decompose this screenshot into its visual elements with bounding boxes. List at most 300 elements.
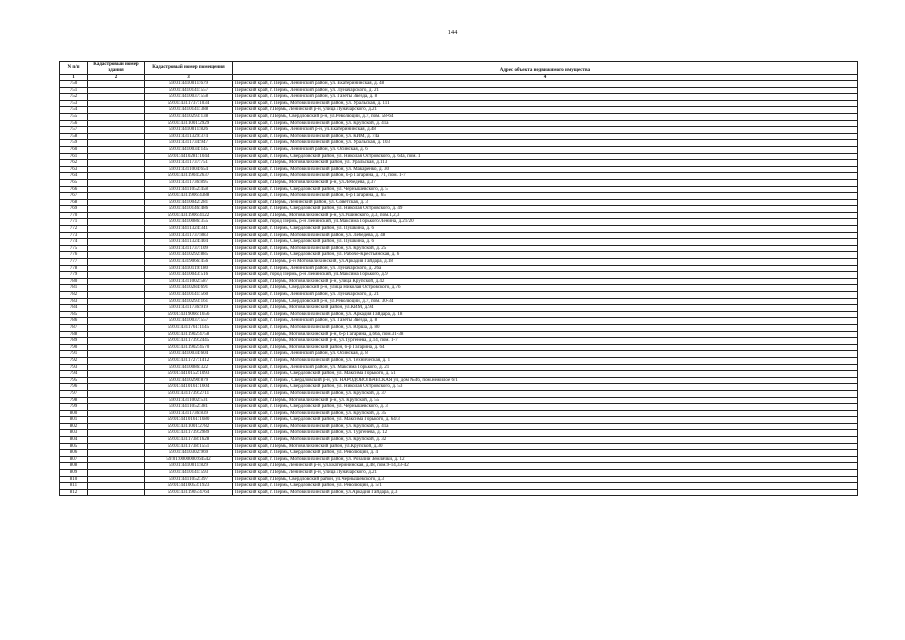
address-cell: Пермский край, г. Пермь, Ленинский район, ул. Луначарского, д. 21 [233, 292, 858, 299]
row-number: 776 [60, 252, 88, 259]
address-cell: Пермский край, г. Пермь, Свердловский район, ул. Пушкина, д. 6 [233, 226, 858, 233]
building-cadastral-cell [88, 127, 145, 134]
building-cadastral-cell [88, 173, 145, 180]
building-cadastral-cell [88, 450, 145, 457]
table-row [60, 364, 858, 371]
premises-cadastral-cell: 59:01:4311739:2989 [145, 430, 233, 437]
premises-cadastral-cell: 59:01:4311737:883 [145, 232, 233, 239]
building-cadastral-cell [88, 265, 145, 272]
header-num: N п/п [60, 62, 88, 75]
column-index-3: 3 [145, 75, 233, 81]
row-number: 770 [60, 212, 88, 219]
premises-cadastral-cell: 59:01:4319066:1656 [145, 311, 233, 318]
row-number: 773 [60, 232, 88, 239]
table-row [60, 239, 858, 246]
row-number: 786 [60, 318, 88, 325]
address-cell: Пермский край, г.Пермь, р-н Мотовилихинский, ул.Аркадия Гайдара, д.18 [233, 259, 858, 266]
table-row [60, 470, 858, 477]
address-cell: Пермский край, г. Пермь, Свердловский район, ул. Максима Горького, д. 64/3 [233, 417, 858, 424]
table-row [60, 483, 858, 490]
row-number: 782 [60, 292, 88, 299]
row-number: 785 [60, 311, 88, 318]
address-cell: Пермский край, г.Пермь, Мотовилихинский р-н, ул. Крупской, д. 55 [233, 397, 858, 404]
row-number: 798 [60, 397, 88, 404]
table-row [60, 265, 858, 272]
address-cell: Пермский край, г. Пермь, Мотовилихинский район, ул. Крупской, д. 25 [233, 245, 858, 252]
address-cell: Пермский край, г. Пермь, Мотовилихинский район, ул. Макаренко, д. 30 [233, 166, 858, 173]
address-cell: Пермский край, г. Пермь, Свердловский район, ул. Рабоче-Крестьянская, д. 6 [233, 252, 858, 259]
table-row [60, 107, 858, 114]
address-cell: Пермский край, г. Пермь, Свердловский район, ул. Николая Островского, д. 64а, пом. 1 [233, 153, 858, 160]
address-cell: Пермский край, г. Пермь, Мотовилихинский район, ул. Крупской, д. 32 [233, 437, 858, 444]
address-cell: Пермский край, г. Пермь, Мотовилихинский район, ул. Уральская, д. 103 [233, 140, 858, 147]
premises-cadastral-cell: 59:01:4410146:486 [145, 206, 233, 213]
building-cadastral-cell [88, 377, 145, 384]
table-row [60, 212, 858, 219]
address-cell: Пермский край, г. Пермь, Ленинский район, ул. Луначарского, д. 26а [233, 265, 858, 272]
premises-cadastral-cell: 59:01:4311904:2637 [145, 173, 233, 180]
table-row [60, 133, 858, 140]
row-number: 763 [60, 166, 88, 173]
premises-cadastral-cell: 59:01:4411324:341 [145, 226, 233, 233]
row-number: 795 [60, 377, 88, 384]
address-cell: Пермский край, г.Пермь, Мотовилихинский р-н, б-р Гагарина, д.66а, пом.31-38 [233, 331, 858, 338]
building-cadastral-cell [88, 113, 145, 120]
address-cell: Пермский край, г.Пермь, Мотовилихинский район, ул.КИМ, д.94 [233, 305, 858, 312]
building-cadastral-cell [88, 463, 145, 470]
premises-cadastral-cell: 59:01:4311727:1412 [145, 357, 233, 364]
premises-cadastral-cell: 59:01:4311761:1145 [145, 324, 233, 331]
premises-cadastral-cell: 59:01:4311002:531 [145, 397, 233, 404]
premises-cadastral-cell: 59:01:4311737:109 [145, 245, 233, 252]
table-row [60, 390, 858, 397]
premises-cadastral-cell: 59:01:4410302:969 [145, 450, 233, 457]
row-number: 755 [60, 113, 88, 120]
address-cell: Пермский край, г. Пермь, Свердловский район, ул. Революции, д. 4 [233, 450, 858, 457]
building-cadastral-cell [88, 245, 145, 252]
premises-cadastral-cell: 59:01:4311736:839 [145, 410, 233, 417]
building-cadastral-cell [88, 483, 145, 490]
address-cell: Пермский край, г.Пермь, Свердловский р-н, ул.Революции, д.7, пом. 30-34 [233, 298, 858, 305]
table-row [60, 443, 858, 450]
building-cadastral-cell [88, 476, 145, 483]
row-number: 757 [60, 127, 88, 134]
table-row [60, 127, 858, 134]
premises-cadastral-cell: 59:01:4410034:604 [145, 351, 233, 358]
building-cadastral-cell [88, 410, 145, 417]
table-row [60, 193, 858, 200]
address-cell: Пермский край, г. Пермь, Мотовилихинский район, ул. Крупской, д. 41а [233, 423, 858, 430]
premises-cadastral-cell: 59:01:4410281:1044 [145, 153, 233, 160]
premises-cadastral-cell: 59:01:4311329:374 [145, 133, 233, 140]
table-row [60, 450, 858, 457]
premises-cadastral-cell: 59:01:4311739:2711 [145, 390, 233, 397]
premises-cadastral-cell: 59:01:4410293:161 [145, 298, 233, 305]
building-cadastral-cell [88, 206, 145, 213]
premises-cadastral-cell: 59:01:4311738:1551 [145, 443, 233, 450]
row-number: 761 [60, 153, 88, 160]
table-row [60, 87, 858, 94]
premises-cadastral-cell: 59:01:4311736:895 [145, 179, 233, 186]
row-number: 775 [60, 245, 88, 252]
building-cadastral-cell [88, 423, 145, 430]
address-cell: Пермский край, г.Пермь, Ленинский р-н, улица Луначарского, д.21 [233, 470, 858, 477]
address-cell: Пермский край, г. Пермь , Свердловский р-н, ул. НАРОДОВОЛЬЧЕСКАЯ ул, дом №46, пом.нежилое 6/1 [233, 377, 858, 384]
building-cadastral-cell [88, 489, 145, 496]
table-row [60, 173, 858, 180]
building-cadastral-cell [88, 259, 145, 266]
row-number: 791 [60, 351, 88, 358]
row-number: 804 [60, 437, 88, 444]
row-number: 810 [60, 476, 88, 483]
building-cadastral-cell [88, 371, 145, 378]
address-cell: Пермский край, г. Пермь, Ленинский район, ул. Екатерининская, д. 48 [233, 81, 858, 88]
building-cadastral-cell [88, 437, 145, 444]
table-row [60, 179, 858, 186]
building-cadastral-cell [88, 186, 145, 193]
premises-cadastral-cell: 59:01:4311001:2782 [145, 423, 233, 430]
premises-cadastral-cell: 59:01:0000000:64542 [145, 456, 233, 463]
address-cell: Пермский край, г. Пермь, Свердловский район, ул. Пушкина, д. 6 [233, 239, 858, 246]
building-cadastral-cell [88, 146, 145, 153]
building-cadastral-cell [88, 193, 145, 200]
row-number: 808 [60, 463, 88, 470]
address-cell: Пермский край, г. Пермь, Ленинский район, ул. Газеты Звезда, д. 8 [233, 94, 858, 101]
table-row [60, 298, 858, 305]
address-cell: Пермский край, г. Пермь, Свердловский район, ул. Революции, д. 5/1 [233, 483, 858, 490]
row-number: 799 [60, 404, 88, 411]
building-cadastral-cell [88, 331, 145, 338]
row-number: 756 [60, 120, 88, 127]
address-cell: Пермский край, г.Пермь, Свердловский район, ул.Чернышевского, д.3 [233, 476, 858, 483]
row-number: 801 [60, 417, 88, 424]
table-row [60, 278, 858, 285]
address-cell: Пермский край, г.Пермь, Свердловский р-н, улица Николая Островского, д.7б [233, 285, 858, 292]
address-cell: Пермский край, г. Пермь, Свердловский район, ул. Николая Островского, д. 49 [233, 206, 858, 213]
row-number: 767 [60, 193, 88, 200]
building-cadastral-cell [88, 87, 145, 94]
table-row [60, 404, 858, 411]
premises-cadastral-cell: 59:01:4410161:1680 [145, 417, 233, 424]
building-cadastral-cell [88, 153, 145, 160]
premises-cadastral-cell: 59:01:4410141:593 [145, 470, 233, 477]
address-cell: Пермский край, г. Пермь, Мотовилихинский район, ул. Розалии Землячки, д. 12 [233, 456, 858, 463]
address-cell: Пермский край, г. Пермь, Ленинский район, ул. Максима Горького, д. 21 [233, 364, 858, 371]
table-row [60, 272, 858, 279]
table-row [60, 120, 858, 127]
row-number: 787 [60, 324, 88, 331]
building-cadastral-cell [88, 456, 145, 463]
table-row [60, 476, 858, 483]
address-cell: Пермский край, г.Пермь, Ленинский район, ул. Советская, д. 3 [233, 199, 858, 206]
row-number: 772 [60, 226, 88, 233]
table-row [60, 146, 858, 153]
building-cadastral-cell [88, 470, 145, 477]
building-cadastral-cell [88, 81, 145, 88]
page-number: 144 [447, 29, 458, 36]
building-cadastral-cell [88, 160, 145, 167]
row-number: 803 [60, 430, 88, 437]
building-cadastral-cell [88, 120, 145, 127]
column-index-1: 1 [60, 75, 88, 81]
premises-cadastral-cell: 59:01:4411324:404 [145, 239, 233, 246]
building-cadastral-cell [88, 397, 145, 404]
table-row [60, 292, 858, 299]
header-premises-cadastral: Кадастровый номер помещения [145, 62, 233, 75]
building-cadastral-cell [88, 285, 145, 292]
address-cell: Пермский край, г.Пермь, Свердловский р-н, ул.Революции, д.7, пом. 58-64 [233, 113, 858, 120]
building-cadastral-cell [88, 107, 145, 114]
table-row [60, 153, 858, 160]
address-cell: Пермский край, г. Пермь, Мотовилихинский район, ул. Тургенева, д. 12 [233, 430, 858, 437]
table-row [60, 318, 858, 325]
table-row [60, 357, 858, 364]
address-cell: Пермский край, г. Пермь, Мотовилихинский район, ул. Крупской, д. 37 [233, 390, 858, 397]
address-cell: Пермский край, г. Пермь, Мотовилихинский район, ул. Крупской, д. 35 [233, 410, 858, 417]
building-cadastral-cell [88, 239, 145, 246]
row-number: 794 [60, 371, 88, 378]
row-number: 769 [60, 206, 88, 213]
premises-cadastral-cell: 59:01:4410034:145 [145, 146, 233, 153]
table-row [60, 384, 858, 391]
address-cell: Пермский край, г.Пермь, Ленинский р-н, улица Луначарского, д.21 [233, 107, 858, 114]
building-cadastral-cell [88, 133, 145, 140]
premises-cadastral-cell: 59:01:4410086:355 [145, 219, 233, 226]
building-cadastral-cell [88, 311, 145, 318]
row-number: 783 [60, 298, 88, 305]
row-number: 805 [60, 443, 88, 450]
table-row [60, 331, 858, 338]
address-cell: Пермский край, г. Пермь, Ленинский район, ул. Газеты Звезда, д. 8 [233, 318, 858, 325]
row-number: 811 [60, 483, 88, 490]
address-cell: Пермский край, г. Пермь, Ленинский район, ул. Луначарского, д. 21 [233, 87, 858, 94]
premises-cadastral-cell: 59:01:4410293:138 [145, 113, 233, 120]
row-number: 774 [60, 239, 88, 246]
building-cadastral-cell [88, 430, 145, 437]
premises-cadastral-cell: 59:01:4410053:1923 [145, 483, 233, 490]
table-row [60, 351, 858, 358]
table-row [60, 100, 858, 107]
table-row [60, 344, 858, 351]
row-number: 752 [60, 94, 88, 101]
premises-cadastral-cell: 59:01:4410042:281 [145, 199, 233, 206]
building-cadastral-cell [88, 404, 145, 411]
address-cell: Пермский край, г.Пермь, Мотовилихинский район, ул.Крупской, д.30 [233, 443, 858, 450]
row-number: 796 [60, 384, 88, 391]
premises-cadastral-cell: 59:01:4410119:180 [145, 265, 233, 272]
address-cell: Пермский край, г. Пермь, Мотовилихинский район, ул. Уральская, д. 111 [233, 100, 858, 107]
address-cell: Пермский край, г. Пермь, Свердловский район, ул. Чернышевского, д. 3 [233, 404, 858, 411]
premises-cadastral-cell: 59:01:4410011:829 [145, 463, 233, 470]
table-row [60, 417, 858, 424]
premises-cadastral-cell: 59:01:4311004:654 [145, 166, 233, 173]
table-row [60, 219, 858, 226]
table-body [60, 81, 858, 496]
row-number: 792 [60, 357, 88, 364]
premises-cadastral-cell: 59:01:4311905:4764 [145, 489, 233, 496]
premises-cadastral-cell: 59:01:4311734:947 [145, 140, 233, 147]
building-cadastral-cell [88, 292, 145, 299]
row-number: 789 [60, 338, 88, 345]
header-address: Адрес объекта недвижимого имущества [233, 62, 858, 75]
row-number: 802 [60, 423, 88, 430]
address-cell: Пермский край, г.Пермь, Мотовилихинский р-н, ул.Лебедева, д.37 [233, 179, 858, 186]
building-cadastral-cell [88, 166, 145, 173]
address-cell: Пермский край, г. Пермь, Мотовилихинский район, ул. Крупской, д. 41а [233, 120, 858, 127]
address-cell: Пермский край, г.Пермь, Ленинский р-н, ул.Екатерининская, д.48, пом.9-14,33-42 [233, 463, 858, 470]
address-cell: Пермский край, г. Пермь, Мотовилихинский район, ул. Аркадия Гайдара, д. 18 [233, 311, 858, 318]
premises-cadastral-cell: 59:01:4311738:1628 [145, 437, 233, 444]
premises-cadastral-cell: 59:01:4410292:885 [145, 252, 233, 259]
table-row [60, 456, 858, 463]
row-number: 758 [60, 133, 88, 140]
address-cell: Пермский край, г. Пермь, Свердловский район, ул. Максима Горького, д. 51 [233, 371, 858, 378]
premises-cadastral-cell: 59:01:4410011:826 [145, 127, 233, 134]
address-cell: Пермский край, город Пермь, р-н Ленинский, ул.Максима Горького, д.9 [233, 272, 858, 279]
premises-cadastral-cell: 59:01:4410161:1604 [145, 384, 233, 391]
building-cadastral-cell [88, 272, 145, 279]
row-number: 790 [60, 344, 88, 351]
premises-cadastral-cell: 59:01:4311737:751 [145, 160, 233, 167]
address-cell: Пермский край, г. Пермь, Мотовилихинский район, ул. КИМ, д. 74а [233, 133, 858, 140]
table-row [60, 463, 858, 470]
building-cadastral-cell [88, 278, 145, 285]
row-number: 764 [60, 173, 88, 180]
address-cell: Пермский край, г. Пермь, Мотовилихинский район, ул. Лебедева, д. 48 [233, 232, 858, 239]
premises-cadastral-cell: 59:01:4410141:560 [145, 292, 233, 299]
building-cadastral-cell [88, 199, 145, 206]
table-row [60, 140, 858, 147]
building-cadastral-cell [88, 390, 145, 397]
premises-cadastral-cell: 59:01:4410141:557 [145, 87, 233, 94]
building-cadastral-cell [88, 179, 145, 186]
row-number: 751 [60, 87, 88, 94]
address-cell: Пермский край, город Пермь, р-н Ленинский, ул.Максима Горького/Ленина, д.21/20 [233, 219, 858, 226]
premises-cadastral-cell: 59:01:4311001:2929 [145, 120, 233, 127]
premises-cadastral-cell: 59:01:4410037:558 [145, 94, 233, 101]
table-row [60, 311, 858, 318]
address-cell: Пермский край, г.Пермь, Мотовилихинский р-н, ул.Ушинского, д.3, пом.1,2,3 [233, 212, 858, 219]
building-cadastral-cell [88, 219, 145, 226]
table-row [60, 397, 858, 404]
building-cadastral-cell [88, 351, 145, 358]
table-row [60, 186, 858, 193]
table-row [60, 160, 858, 167]
premises-cadastral-cell: 59:01:4411052:397 [145, 476, 233, 483]
address-cell: Пермский край, г. Пермь, Мотовилихинский район, б-р Гагарина, д. 71, пом. 1-7 [233, 173, 858, 180]
premises-cadastral-cell: 59:01:4410290:879 [145, 377, 233, 384]
address-cell: Пермский край, г. Пермь, Мотовилихинский район, б-р Гагарина, д. 65 [233, 193, 858, 200]
building-cadastral-cell [88, 94, 145, 101]
row-number: 800 [60, 410, 88, 417]
row-number: 812 [60, 489, 88, 496]
column-index-4: 4 [233, 75, 858, 81]
table-row [60, 423, 858, 430]
table-row [60, 305, 858, 312]
building-cadastral-cell [88, 100, 145, 107]
row-number: 806 [60, 450, 88, 457]
address-cell: Пермский край, г.Пермь, Мотовилихинский р-н, улица Крупской, д.42 [233, 278, 858, 285]
building-cadastral-cell [88, 305, 145, 312]
table-row [60, 81, 858, 88]
table-row [60, 285, 858, 292]
address-cell: Пермский край, г. Пермь, Мотовилихинский район, ул. Юрша, д. 80 [233, 324, 858, 331]
premises-cadastral-cell: 59:01:4311906:4122 [145, 212, 233, 219]
row-number: 784 [60, 305, 88, 312]
premises-cadastral-cell: 59:01:4311739:2445 [145, 338, 233, 345]
table-row [60, 226, 858, 233]
building-cadastral-cell [88, 417, 145, 424]
premises-cadastral-cell: 59:01:4319066:456 [145, 259, 233, 266]
address-cell: Пермский край, г. Пермь, Мотовилихинский район, ул.Аркадия Гайдара, д.3 [233, 489, 858, 496]
row-number: 809 [60, 470, 88, 477]
row-number: 797 [60, 390, 88, 397]
premises-cadastral-cell: 59:01:4410141:388 [145, 107, 233, 114]
table-row [60, 489, 858, 496]
row-number: 778 [60, 265, 88, 272]
address-cell: Пермский край, г. Пермь, Ленинский р-н, ул.Екатерининская, д.48 [233, 127, 858, 134]
row-number: 793 [60, 364, 88, 371]
premises-cadastral-cell: 59:01:4311902:4570 [145, 344, 233, 351]
table-row [60, 324, 858, 331]
row-number: 762 [60, 160, 88, 167]
building-cadastral-cell [88, 443, 145, 450]
table-row [60, 338, 858, 345]
building-cadastral-cell [88, 212, 145, 219]
table-row [60, 113, 858, 120]
premises-cadastral-cell: 59:01:4411052:381 [145, 404, 233, 411]
header-building-cadastral: Кадастровый номер здания [88, 62, 145, 75]
row-number: 807 [60, 456, 88, 463]
table-row [60, 232, 858, 239]
row-number: 777 [60, 259, 88, 266]
premises-cadastral-cell: 59:01:4410037:557 [145, 318, 233, 325]
premises-cadastral-cell: 59:01:4411052:458 [145, 186, 233, 193]
row-number: 750 [60, 81, 88, 88]
building-cadastral-cell [88, 226, 145, 233]
building-cadastral-cell [88, 298, 145, 305]
premises-cadastral-cell: 59:01:4311906:4388 [145, 193, 233, 200]
premises-cadastral-cell: 59:01:4410011:679 [145, 81, 233, 88]
building-cadastral-cell [88, 364, 145, 371]
address-cell: Пермский край, г.Пермь, Мотовилихинский район, ул. Уральская, д.113 [233, 160, 858, 167]
address-cell: Пермский край, г. Пермь, Ленинский район, ул. Осинская, д. 8 [233, 351, 858, 358]
premises-cadastral-cell: 59:01:4311737:1034 [145, 100, 233, 107]
row-number: 788 [60, 331, 88, 338]
table-row [60, 94, 858, 101]
row-number: 753 [60, 100, 88, 107]
address-cell: Пермский край, г.Пермь, Мотовилихинский р-н, ул.Тургенева, д.14, пом. 1-7 [233, 338, 858, 345]
address-cell: Пермский край, г.Пермь, Мотовилихинский район, б-р Гагарина, д. 64 [233, 344, 858, 351]
table-row [60, 371, 858, 378]
building-cadastral-cell [88, 324, 145, 331]
premises-cadastral-cell: 59:01:4410152:1093 [145, 371, 233, 378]
building-cadastral-cell [88, 318, 145, 325]
address-cell: Пермский край, г. Пермь, Свердловский район, ул. Николая Островского, д. 53 [233, 384, 858, 391]
row-number: 779 [60, 272, 88, 279]
premises-cadastral-cell: 59:01:4410284:691 [145, 285, 233, 292]
building-cadastral-cell [88, 338, 145, 345]
table-row [60, 252, 858, 259]
row-number: 759 [60, 140, 88, 147]
table-row [60, 245, 858, 252]
building-cadastral-cell [88, 384, 145, 391]
row-number: 768 [60, 199, 88, 206]
row-number: 780 [60, 278, 88, 285]
building-cadastral-cell [88, 232, 145, 239]
row-number: 754 [60, 107, 88, 114]
table-header-row [60, 62, 858, 75]
